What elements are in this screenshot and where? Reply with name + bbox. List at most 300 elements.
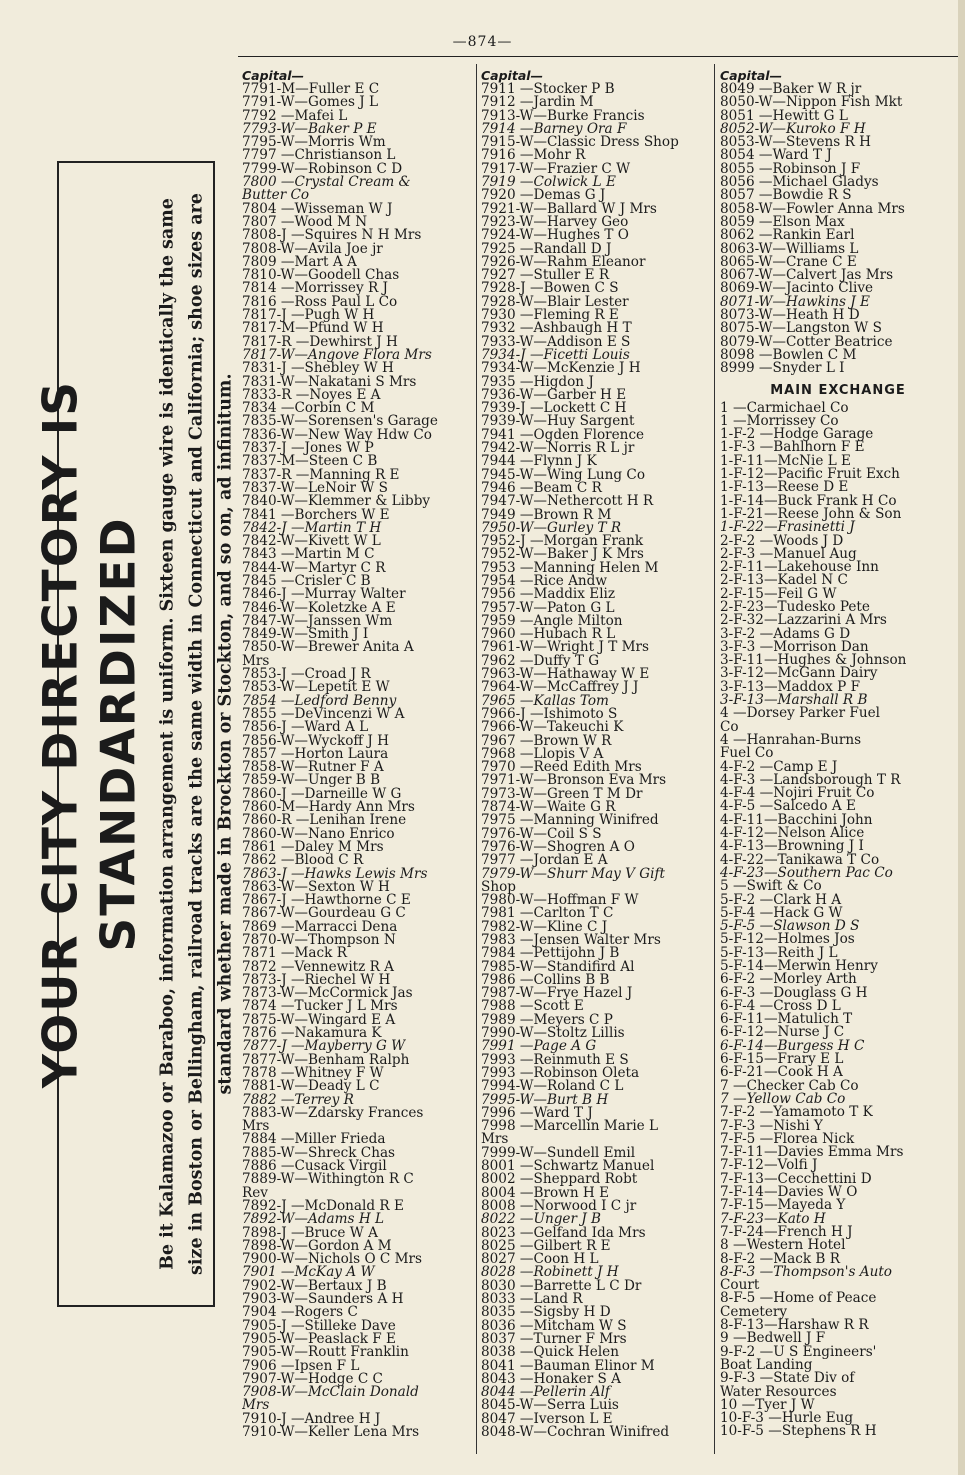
directory-entry: 7950-W—Gurley T R: [481, 519, 622, 536]
directory-entry: 1-F-12—Pacific Fruit Exch: [720, 466, 900, 483]
directory-entry: 7964-W—McCaffrey J J: [481, 679, 639, 696]
directory-entry: 7882 —Terrey R: [242, 1091, 354, 1108]
directory-entry: 8051 —Hewitt G L: [720, 107, 848, 124]
directory-entry: 7934-J —Ficetti Louis: [481, 346, 630, 363]
column-heading: Capital—: [481, 68, 544, 83]
directory-entry: 7831-J —Shebley W H: [242, 360, 394, 377]
directory-entry: 7892-J —McDonald R E: [242, 1197, 404, 1214]
directory-entry: 6-F-15—Frary E L: [720, 1051, 844, 1068]
directory-entry: 7934-W—McKenzie J H: [481, 360, 641, 377]
entry-list: [720, 83, 956, 376]
directory-entry: 8004 —Brown H E: [481, 1184, 609, 1201]
directory-entry: 7980-W—Hoffman F W: [481, 892, 639, 909]
directory-entry: 7855 —DeVincenzi W A: [242, 705, 405, 722]
directory-entry: 6-F-11—Matulich T: [720, 1011, 853, 1028]
directory-entry: 5-F-13—Reith J L: [720, 944, 838, 961]
directory-entry: 8045-W—Serra Luis: [481, 1397, 619, 1414]
directory-entry: 7939-W—Huy Sargent: [481, 413, 635, 430]
directory-entry: Court: [720, 1277, 760, 1294]
directory-entry: 7932 —Ashbaugh H T: [481, 320, 632, 337]
directory-entry: 8025 —Gilbert R E: [481, 1237, 611, 1254]
directory-entry: 7993 —Reinmuth E S: [481, 1051, 629, 1068]
directory-entry: 3-F-13—Marshall R B: [720, 692, 868, 709]
directory-entry: 7941 —Ogden Florence: [481, 426, 645, 443]
directory-entry: 7936-W—Garber H E: [481, 386, 627, 403]
directory-entry: 7987-W—Frye Hazel J: [481, 985, 633, 1002]
directory-entry: 7973-W—Green T M Dr: [481, 785, 643, 802]
directory-entry: 7793-W—Baker P E: [242, 120, 377, 137]
directory-entry: 8048-W—Cochran Winifred: [481, 1423, 670, 1440]
directory-entry: 7935 —Higdon J: [481, 373, 594, 390]
directory-column-3: [720, 68, 956, 1453]
directory-entry: 7959 —Angle Milton: [481, 612, 623, 629]
page-edge: [958, 0, 965, 1475]
directory-entry: 1-F-2 —Hodge Garage: [720, 426, 874, 443]
directory-entry: 7844-W—Martyr C R: [242, 559, 386, 576]
directory-entry: 4-F-5 —Salcedo A E: [720, 798, 856, 815]
directory-entry: Mrs: [242, 1118, 270, 1135]
directory-entry: 8022 —Unger J B: [481, 1211, 602, 1228]
directory-entry: 8035 —Sigsby H D: [481, 1304, 611, 1321]
directory-entry: 7847-W—Janssen Wm: [242, 612, 393, 629]
directory-entry: 7977 —Jordan E A: [481, 852, 608, 869]
directory-entry: 8047 —Iverson L E: [481, 1410, 613, 1427]
directory-entry: 5 —Swift & Co: [720, 878, 822, 895]
directory-entry: 8065-W—Crane C E: [720, 253, 857, 270]
directory-entry: 7926-W—Rahm Eleanor: [481, 253, 646, 270]
directory-entry: 7905-W—Routt Franklin: [242, 1344, 409, 1361]
directory-entry: 7874 —Tucker J L Mrs: [242, 998, 398, 1015]
directory-entry: 8002 —Sheppard Robt: [481, 1171, 638, 1188]
directory-entry: 7817-J —Pugh W H: [242, 307, 375, 324]
directory-entry: 7994-W—Roland C L: [481, 1078, 624, 1095]
directory-entry: 7807 —Wood M N: [242, 213, 368, 230]
directory-entry: 7961-W—Wright J T Mrs: [481, 639, 650, 656]
directory-entry: 7874-W—Waite G R: [481, 799, 616, 816]
directory-entry: 7933-W—Addison E S: [481, 333, 631, 350]
directory-entry: 7892-W—Adams H L: [242, 1211, 385, 1228]
directory-entry: 7946 —Beam C R: [481, 479, 602, 496]
directory-entry: 6-F-12—Nurse J C: [720, 1024, 845, 1041]
directory-entry: 9-F-2 —U S Engineers': [720, 1343, 877, 1360]
directory-entry: 7960 —Hubach R L: [481, 626, 616, 643]
directory-entry: 1-F-14—Buck Frank H Co: [720, 492, 897, 509]
directory-entry: 8023 —Gelfand Ida Mrs: [481, 1224, 646, 1241]
directory-entry: Shop: [481, 878, 516, 895]
directory-entry: 7947-W—Nethercott H R: [481, 493, 654, 510]
directory-entry: 4-F-3 —Landsborough T R: [720, 771, 901, 788]
directory-entry: 7902-W—Bertaux J B: [242, 1277, 387, 1294]
directory-entry: Mrs: [242, 652, 270, 669]
directory-entry: 7800 —Crystal Cream &: [242, 174, 411, 191]
directory-entry: 7-F-23—Kato H: [720, 1210, 826, 1227]
directory-entry: 7920 —Demas G J: [481, 187, 606, 204]
directory-entry: 7837-R —Manning R E: [242, 466, 400, 483]
directory-entry: 8-F-5 —Home of Peace: [720, 1290, 877, 1307]
directory-entry: 8067-W—Calvert Jas Mrs: [720, 267, 894, 284]
directory-entry: 6-F-3 —Douglass G H: [720, 984, 868, 1001]
directory-entry: 7921-W—Ballard W J Mrs: [481, 200, 657, 217]
directory-entry: 2-F-3 —Manuel Aug: [720, 545, 857, 562]
directory-entry: 7856-J —Ward A L: [242, 719, 369, 736]
directory-entry: 7914 —Barney Ora F: [481, 120, 627, 137]
directory-entry: 7889-W—Withington R C: [242, 1171, 414, 1188]
directory-entry: 7863-J —Hawks Lewis Mrs: [242, 865, 428, 882]
directory-entry: 8057 —Bowdie R S: [720, 187, 852, 204]
directory-entry: 5-F-14—Merwin Henry: [720, 958, 878, 974]
directory-entry: 8079-W—Cotter Beatrice: [720, 333, 893, 350]
directory-entry: Butter Co: [242, 187, 310, 204]
directory-entry: 5-F-5 —Slawson D S: [720, 918, 860, 935]
directory-entry: 7957-W—Paton G L: [481, 599, 615, 616]
directory-entry: Mrs: [481, 1131, 509, 1148]
directory-entry: 7970 —Reed Edith Mrs: [481, 759, 642, 776]
directory-entry: 7867-W—Gourdeau G C: [242, 905, 406, 922]
directory-entry: 7795-W—Morris Wm: [242, 134, 386, 151]
directory-entry: 6-F-14—Burgess H C: [720, 1037, 865, 1054]
directory-entry: 7975 —Manning Winifred: [481, 812, 659, 829]
directory-entry: Boat Landing: [720, 1356, 813, 1373]
directory-entry: 7854 —Ledford Benny: [242, 692, 397, 709]
directory-entry: 8027 —Coon H L: [481, 1251, 599, 1268]
directory-entry: 7944 —Flynn J K: [481, 453, 597, 470]
directory-entry: 7-F-3 —Nishi Y: [720, 1117, 823, 1134]
directory-entry: 5-F-4 —Hack G W: [720, 904, 843, 921]
directory-entry: 7966-J —Ishimoto S: [481, 705, 618, 722]
directory-entry: 7913-W—Burke Francis: [481, 107, 645, 124]
directory-entry: Cemetery: [720, 1303, 788, 1320]
directory-entry: 7911 —Stocker P B: [481, 81, 615, 97]
directory-entry: 7869 —Marracci Dena: [242, 918, 398, 935]
directory-entry: 7989 —Meyers C P: [481, 1011, 613, 1028]
directory-entry: 8 —Western Hotel: [720, 1237, 846, 1254]
directory-entry: 7836-W—New Way Hdw Co: [242, 426, 432, 443]
directory-entry: 7791-M—Fuller E C: [242, 81, 380, 97]
directory-entry: 7873-W—McCormick Jas: [242, 985, 413, 1002]
directory-entry: 7967 —Brown W R: [481, 732, 612, 749]
directory-entry: 7908-W—McClain Donald: [242, 1384, 419, 1401]
directory-entry: 1-F-3 —Bahlhorn F E: [720, 439, 865, 456]
directory-entry: 7842-J —Martin T H: [242, 519, 382, 536]
directory-entry: 7917-W—Frazier C W: [481, 160, 631, 177]
advertisement-box: [33, 161, 236, 1307]
directory-entry: 6-F-21—Cook H A: [720, 1064, 843, 1081]
directory-entry: 7898-J —Bruce W A: [242, 1224, 378, 1241]
directory-entry: 7817-W—Angove Flora Mrs: [242, 346, 432, 363]
directory-entry: 7907-W—Hodge C C: [242, 1370, 383, 1387]
directory-entry: 7808-J —Squires N H Mrs: [242, 227, 422, 244]
directory-entry: 7837-W—LeNoir W S: [242, 479, 388, 496]
directory-entry: 7916 —Mohr R: [481, 147, 586, 164]
directory-entry: 7872 —Vennewitz R A: [242, 958, 394, 975]
directory-entry: 7904 —Rogers C: [242, 1304, 358, 1321]
directory-entry: 8056 —Michael Gladys: [720, 174, 879, 191]
directory-entry: 7966-W—Takeuchi K: [481, 719, 624, 736]
directory-entry: 3-F-12—McGann Dairy: [720, 665, 878, 682]
directory-entry: 7928-J —Bowen C S: [481, 280, 619, 297]
directory-entry: 7843 —Martin M C: [242, 546, 375, 563]
column-heading: Capital—: [720, 68, 783, 83]
directory-entry: 7-F-14—Davies W O: [720, 1184, 858, 1201]
page-number: —874—: [452, 34, 513, 50]
directory-entry: 7810-W—Goodell Chas: [242, 267, 400, 284]
directory-entry: 8044 —Pellerin Alf: [481, 1384, 610, 1401]
directory-entry: 7928-W—Blair Lester: [481, 293, 629, 310]
directory-entry: 7986 —Collins B B: [481, 971, 610, 988]
directory-entry: 10-F-3 —Hurle Eug: [720, 1410, 854, 1427]
column-heading: Capital—: [242, 68, 305, 83]
directory-entry: 7881-W—Deady L C: [242, 1078, 380, 1095]
directory-entry: 4-F-23—Southern Pac Co: [720, 864, 893, 881]
advertisement-title: YOUR CITY DIRECTORY IS STANDARDIZED: [33, 379, 147, 1089]
directory-entry: 7-F-11—Davies Emma Mrs: [720, 1144, 904, 1161]
directory-entry: 7979-W—Shurr May V Gift: [481, 865, 666, 882]
directory-entry: 4-F-2 —Camp E J: [720, 758, 838, 775]
directory-entry: 7-F-2 —Yamamoto T K: [720, 1104, 873, 1121]
advertisement-line-1: Be it Kalamazoo or Baraboo, information arrangement is uniform. Sixteen gauge wire is identically the same: [157, 198, 178, 1270]
directory-entry: 7965 —Kallas Tom: [481, 692, 609, 709]
directory-entry: 7808-W—Avila Joe jr: [242, 240, 383, 257]
directory-entry: 8038 —Quick Helen: [481, 1344, 619, 1361]
directory-entry: 5-F-2 —Clark H A: [720, 891, 842, 908]
directory-entry: 7968 —Llopis V A: [481, 745, 604, 762]
section-entry-list: [720, 399, 956, 1440]
advertisement-line-3: standard whether made in Brockton or Stockton, and so on, ad infinitum.: [215, 373, 236, 1095]
directory-entry: 7875-W—Wingard E A: [242, 1011, 396, 1028]
directory-entry: 8071-W—Hawkins J E: [720, 293, 870, 310]
directory-entry: 7842-W—Kivett W L: [242, 533, 381, 550]
directory-entry: 4-F-13—Browning J I: [720, 838, 864, 855]
directory-entry: 7919 —Colwick L E: [481, 174, 616, 191]
directory-entry: 7837-M—Steen C B: [242, 453, 378, 470]
directory-entry: 4 —Hanrahan-Burns: [720, 731, 862, 748]
directory-entry: 10 —Tyer J W: [720, 1396, 815, 1413]
directory-entry: 8-F-13—Harshaw R R: [720, 1317, 869, 1334]
directory-entry: 1-F-21—Reese John & Son: [720, 505, 902, 522]
directory-entry: 7837-J —Jones W P: [242, 440, 374, 457]
directory-entry: 2-F-11—Lakehouse Inn: [720, 559, 879, 576]
entry-list: [242, 83, 478, 1439]
directory-entry: 7853-J —Croad J R: [242, 666, 371, 683]
directory-entry: 7799-W—Robinson C D: [242, 160, 403, 177]
directory-entry: 8049 —Baker W R jr: [720, 81, 862, 97]
directory-entry: 7954 —Rice Andw: [481, 572, 607, 589]
directory-entry: 8041 —Bauman Elinor M: [481, 1357, 655, 1374]
directory-entry: 7927 —Stuller E R: [481, 267, 610, 284]
directory-entry: 7816 —Ross Paul L Co: [242, 293, 398, 310]
directory-entry: 6-F-4 —Cross D L: [720, 997, 841, 1014]
directory-entry: 7998 —Marcellin Marie L: [481, 1118, 659, 1135]
directory-entry: 7863-W—Sexton W H: [242, 878, 390, 895]
directory-entry: 7 —Checker Cab Co: [720, 1077, 859, 1094]
directory-entry: 7990-W—Stoltz Lillis: [481, 1025, 625, 1042]
directory-entry: 7831-W—Nakatani S Mrs: [242, 373, 417, 390]
directory-entry: 8053-W—Stevens R H: [720, 134, 872, 151]
directory-entry: 8008 —Norwood I C jr: [481, 1197, 637, 1214]
directory-entry: 7817-R —Dewhirst J H: [242, 333, 398, 350]
directory-entry: 7910-W—Keller Lena Mrs: [242, 1423, 420, 1440]
directory-entry: 7860-M—Hardy Ann Mrs: [242, 799, 415, 816]
directory-entry: 7976-W—Coil S S: [481, 825, 602, 842]
directory-entry: 7857 —Horton Laura: [242, 745, 389, 762]
directory-entry: 7860-W—Nano Enrico: [242, 825, 395, 842]
directory-entry: 8073-W—Heath H D: [720, 307, 860, 324]
directory-entry: 9 —Bedwell J F: [720, 1330, 826, 1347]
directory-entry: 7903-W—Saunders A H: [242, 1291, 404, 1308]
directory-entry: 7984 —Pettijohn J B: [481, 945, 620, 962]
directory-entry: 7833-R —Noyes E A: [242, 386, 381, 403]
directory-entry: 7860-R —Lenihan Irene: [242, 812, 407, 829]
directory-entry: 6-F-2 —Morley Arth: [720, 971, 857, 988]
directory-entry: 3-F-2 —Adams G D: [720, 625, 851, 642]
directory-entry: Water Resources: [720, 1383, 837, 1400]
directory-entry: 8999 —Snyder L I: [720, 360, 845, 377]
directory-entry: 7858-W—Rutner F A: [242, 759, 384, 776]
directory-column-2: [481, 68, 717, 1453]
directory-entry: 2-F-15—Feil G W: [720, 585, 837, 602]
directory-entry: 7952-J —Morgan Frank: [481, 533, 644, 550]
section-title: MAIN EXCHANGE: [770, 382, 906, 398]
directory-entry: 4 —Dorsey Parker Fuel: [720, 705, 880, 722]
directory-entry: 8098 —Bowlen C M: [720, 346, 857, 363]
directory-entry: 7873-J —Riechel W H: [242, 971, 391, 988]
directory-entry: 7898-W—Gordon A M: [242, 1237, 392, 1254]
directory-entry: 7988 —Scott E: [481, 998, 584, 1015]
directory-entry: 9-F-3 —State Div of: [720, 1370, 855, 1387]
directory-entry: 3-F-11—Hughes & Johnson: [720, 652, 907, 669]
directory-entry: 8030 —Barrette L C Dr: [481, 1277, 642, 1294]
directory-entry: 7-F-24—French H J: [720, 1223, 853, 1240]
advertisement-content: [33, 169, 240, 1299]
directory-entry: 7862 —Blood C R: [242, 852, 364, 869]
directory-entry: 7963-W—Hathaway W E: [481, 666, 650, 683]
directory-entry: 7849-W—Smith J I: [242, 626, 369, 643]
directory-entry: 7853-W—Lepetit E W: [242, 679, 390, 696]
directory-entry: 8062 —Rankin Earl: [720, 227, 855, 244]
directory-entry: 3-F-13—Maddox P F: [720, 678, 861, 695]
directory-entry: 7-F-12—Volfi J: [720, 1157, 818, 1174]
directory-entry: 1 —Carmichael Co: [720, 399, 849, 416]
directory-entry: 7871 —Mack R: [242, 945, 347, 962]
directory-entry: 7982-W—Kline C J: [481, 918, 608, 935]
directory-entry: 2-F-2 —Woods J D: [720, 532, 844, 549]
directory-entry: 7-F-5 —Florea Nick: [720, 1130, 855, 1147]
directory-entry: 8050-W—Nippon Fish Mkt: [720, 94, 903, 111]
directory-entry: 7910-J —Andree H J: [242, 1410, 381, 1427]
directory-entry: 10-F-5 —Stephens R H: [720, 1423, 877, 1440]
directory-entry: 7976-W—Shogren A O: [481, 838, 635, 855]
directory-entry: 8036 —Mitcham W S: [481, 1317, 627, 1334]
directory-entry: 7886 —Cusack Virgil: [242, 1158, 387, 1175]
directory-entry: 7884 —Miller Frieda: [242, 1131, 386, 1148]
directory-entry: 7835-W—Sorensen's Garage: [242, 413, 438, 430]
directory-entry: 7846-J —Murray Walter: [242, 586, 406, 603]
directory-entry: 7817-M—Pfund W H: [242, 320, 384, 337]
directory-entry: 7985-W—Standifird Al: [481, 958, 635, 975]
directory-entry: 4-F-22—Tanikawa T Co: [720, 851, 880, 868]
directory-entry: 7860-J —Darneille W G: [242, 785, 402, 802]
directory-entry: 8075-W—Langston W S: [720, 320, 882, 337]
directory-entry: 8059 —Elson Max: [720, 213, 845, 230]
directory-column-1: [242, 68, 478, 1453]
directory-entry: 7949 —Brown R M: [481, 506, 612, 523]
directory-entry: 7883-W—Zdarsky Frances: [242, 1104, 424, 1121]
directory-entry: 7923-W—Harvey Geo: [481, 213, 629, 230]
header-rule: [238, 56, 960, 57]
directory-entry: 7804 —Wisseman W J: [242, 200, 393, 217]
directory-entry: 7956 —Maddix Eliz: [481, 586, 616, 603]
directory-entry: 7791-W—Gomes J L: [242, 94, 379, 111]
directory-entry: 7877-J —Mayberry G W: [242, 1038, 406, 1055]
directory-entry: 7906 —Ipsen F L: [242, 1357, 360, 1374]
directory-entry: 7953 —Manning Helen M: [481, 559, 659, 576]
directory-entry: 7877-W—Benham Ralph: [242, 1051, 410, 1068]
directory-entry: 2-F-13—Kadel N C: [720, 572, 848, 589]
directory-entry: 7885-W—Shreck Chas: [242, 1144, 396, 1161]
directory-entry: 7991 —Page A G: [481, 1038, 597, 1055]
directory-entry: 7930 —Fleming R E: [481, 307, 619, 324]
directory-entry: 7996 —Ward T J: [481, 1104, 593, 1121]
directory-entry: 8037 —Turner F Mrs: [481, 1330, 627, 1347]
directory-entry: 8-F-2 —Mack B R: [720, 1250, 840, 1267]
directory-entry: 8063-W—Williams L: [720, 240, 859, 257]
directory-entry: 7901 —McKay A W: [242, 1264, 375, 1281]
directory-entry: 7993 —Robinson Oleta: [481, 1064, 640, 1081]
directory-entry: 8058-W—Fowler Anna Mrs: [720, 200, 905, 217]
directory-entry: 8043 —Honaker S A: [481, 1370, 621, 1387]
directory-entry: Co: [720, 718, 739, 735]
directory-entry: 2-F-23—Tudesko Pete: [720, 598, 870, 615]
directory-entry: 7859-W—Unger B B: [242, 772, 381, 789]
directory-entry: 8-F-3 —Thompson's Auto: [720, 1263, 892, 1280]
directory-entry: 7850-W—Brewer Anita A: [242, 639, 414, 656]
directory-entry: 8001 —Schwartz Manuel: [481, 1158, 655, 1175]
directory-entry: 7962 —Duffy T G: [481, 652, 600, 669]
directory-entry: 7905-W—Peaslack F E: [242, 1330, 396, 1347]
directory-entry: 7-F-13—Cecchettini D: [720, 1170, 872, 1187]
directory-entry: 7878 —Whitney F W: [242, 1064, 384, 1081]
directory-entry: 7983 —Jensen Walter Mrs: [481, 932, 661, 948]
directory-entry: 7876 —Nakamura K: [242, 1025, 382, 1042]
directory-entry: 7915-W—Classic Dress Shop: [481, 134, 679, 151]
directory-entry: 7846-W—Koletzke A E: [242, 599, 396, 616]
directory-entry: 7797 —Christianson L: [242, 147, 396, 164]
directory-entry: 7900-W—Nichols O C Mrs: [242, 1251, 423, 1268]
directory-entry: 5-F-12—Holmes Jos: [720, 931, 855, 948]
directory-entry: Rev: [242, 1184, 268, 1201]
directory-entry: 7942-W—Norris R L jr: [481, 440, 635, 457]
directory-entry: 7861 —Daley M Mrs: [242, 838, 384, 855]
directory-entry: 8028 —Robinett J H: [481, 1264, 619, 1281]
directory-entry: 7995-W—Burt B H: [481, 1091, 609, 1108]
directory-entry: 1-F-22—Frasinetti J: [720, 519, 855, 536]
directory-entry: 1 —Morrissey Co: [720, 412, 839, 429]
directory-entry: 7925 —Randall D J: [481, 240, 612, 257]
directory-entry: 7840-W—Klemmer & Libby: [242, 493, 431, 510]
advertisement-line-2: size in Boston or Bellingham, railroad tracks are the same width in Connecticut and California; shoe sizes are: [186, 193, 207, 1275]
directory-entry: 7834 —Corbin C M: [242, 400, 375, 417]
entry-list: [481, 83, 717, 1439]
directory-entry: 8055 —Robinson J F: [720, 160, 861, 177]
directory-entry: 7912 —Jardin M: [481, 94, 594, 111]
directory-entry: 7814 —Morrissey R J: [242, 280, 388, 297]
directory-entry: 7971-W—Bronson Eva Mrs: [481, 772, 667, 789]
directory-entry: 7952-W—Baker J K Mrs: [481, 546, 644, 563]
directory-entry: 8054 —Ward T J: [720, 147, 832, 164]
directory-entry: Mrs: [242, 1397, 270, 1414]
directory-entry: Fuel Co: [720, 745, 774, 762]
directory-entry: 7939-J —Lockett C H: [481, 400, 627, 417]
